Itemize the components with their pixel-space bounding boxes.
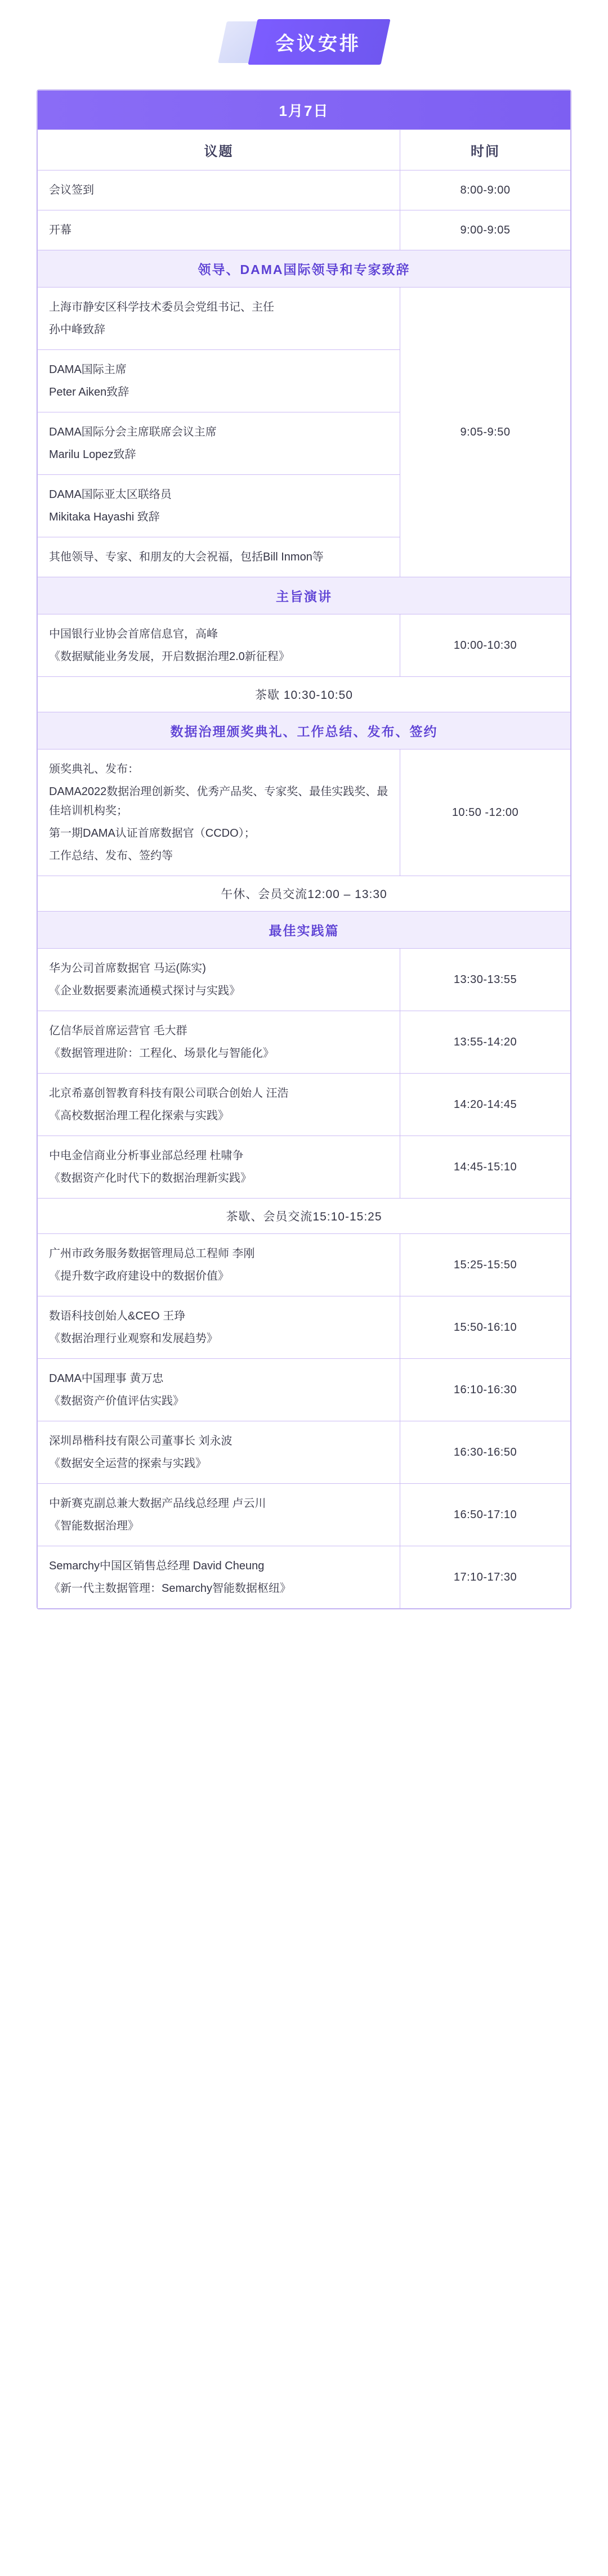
session-topic: [38, 614, 400, 677]
session-topic: [38, 475, 400, 537]
page-title-text: 会议安排: [275, 33, 361, 55]
session-topic: [38, 1136, 400, 1199]
session-topic-line: Mikitaka Hayashi 致辞: [49, 511, 160, 523]
table-row: [38, 1136, 571, 1199]
session-topic-line: 华为公司首席数据官 马运(陈实): [49, 962, 206, 975]
table-row: [38, 1074, 571, 1136]
session-topic-line: 《企业数据要素流通模式探讨与实践》: [49, 985, 240, 997]
section-header-row: [38, 712, 571, 750]
table-row: [38, 288, 571, 350]
table-row: [38, 1296, 571, 1359]
session-topic: [38, 1546, 400, 1609]
session-time: 9:00-9:05: [400, 210, 570, 250]
banner: [222, 19, 386, 65]
session-topic: [38, 949, 400, 1011]
table-row: [38, 1484, 571, 1546]
session-topic: [38, 1011, 400, 1074]
break-label: 午休、会员交流12:00 – 13:30: [38, 876, 571, 912]
session-topic-line: 开幕: [49, 224, 71, 236]
section-header-row: [38, 912, 571, 949]
session-topic-line: 《新一代主数据管理：Semarchy智能数据枢纽》: [49, 1582, 292, 1595]
table-row: [38, 1546, 571, 1609]
column-header-topic: 议题: [38, 130, 400, 170]
session-topic-line: DAMA国际分会主席联席会议主席: [49, 426, 217, 438]
page-header: [0, 0, 608, 89]
session-topic-line: 中国银行业协会首席信息官，高峰: [49, 628, 218, 640]
session-topic-line: 数语科技创始人&CEO 王琤: [49, 1310, 186, 1322]
session-topic-line: 《数据治理行业观察和发展趋势》: [49, 1332, 218, 1345]
session-topic-line: 广州市政务服务数据管理局总工程师 李刚: [49, 1247, 255, 1260]
section-label: 主旨演讲: [38, 577, 571, 614]
section-header-row: [38, 577, 571, 614]
session-topic-line: 颁奖典礼、发布：: [49, 763, 139, 775]
agenda-table: [37, 90, 571, 1609]
break-row: [38, 876, 571, 912]
session-topic-line: 工作总结、发布、签约等: [49, 850, 173, 862]
session-topic-line: 《数据资产化时代下的数据治理新实践》: [49, 1172, 252, 1184]
session-topic-line: Semarchy中国区销售总经理 David Cheung: [49, 1560, 265, 1572]
table-header-row: [38, 130, 571, 170]
session-topic-line: DAMA国际亚太区联络员: [49, 488, 172, 501]
session-topic-line: 会议签到: [49, 184, 94, 196]
section-label: 数据治理颁奖典礼、工作总结、发布、签约: [38, 712, 571, 750]
break-row: [38, 677, 571, 712]
session-topic: [38, 412, 400, 475]
session-time: 10:50 -12:00: [400, 750, 570, 876]
session-topic-line: 《数据赋能业务发展，开启数据治理2.0新征程》: [49, 650, 290, 663]
section-header-row: [38, 250, 571, 288]
session-topic-line: 《高校数据治理工程化探索与实践》: [49, 1110, 229, 1122]
session-topic-line: Peter Aiken致辞: [49, 386, 129, 398]
session-topic-line: 中电金信商业分析事业部总经理 杜啸争: [49, 1150, 244, 1162]
session-time: 17:10-17:30: [400, 1546, 570, 1609]
session-topic-line: 《数据安全运营的探索与实践》: [49, 1457, 207, 1470]
table-row: [38, 1011, 571, 1074]
session-time: 15:25-15:50: [400, 1234, 570, 1296]
table-row: [38, 170, 571, 210]
session-topic-line: 《提升数字政府建设中的数据价值》: [49, 1270, 229, 1282]
session-topic-line: DAMA中国理事 黄万忠: [49, 1372, 164, 1385]
agenda-table-body: [38, 91, 571, 1609]
session-topic: [38, 1421, 400, 1484]
column-header-time: 时间: [400, 130, 570, 170]
break-label: 茶歇 10:30-10:50: [38, 677, 571, 712]
table-row: [38, 750, 571, 876]
session-topic: [38, 1234, 400, 1296]
session-time: 9:05-9:50: [400, 288, 570, 577]
session-time: 16:30-16:50: [400, 1421, 570, 1484]
session-topic-line: 上海市静安区科学技术委员会党组书记、主任: [49, 301, 274, 313]
session-topic: [38, 750, 400, 876]
session-topic-line: 第一期DAMA认证首席数据官（CCDO）；: [49, 827, 256, 840]
session-topic: [38, 1074, 400, 1136]
session-topic: [38, 350, 400, 412]
table-row: [38, 1421, 571, 1484]
session-time: 14:45-15:10: [400, 1136, 570, 1199]
table-row: [38, 1359, 571, 1421]
table-row: [38, 949, 571, 1011]
session-topic: [38, 1359, 400, 1421]
session-topic-line: 中新赛克副总兼大数据产品线总经理 卢云川: [49, 1497, 266, 1510]
section-label: 领导、DAMA国际领导和专家致辞: [38, 250, 571, 288]
session-topic: [38, 1484, 400, 1546]
session-topic-line: 其他领导、专家、和朋友的大会祝福，包括Bill Inmon等: [49, 551, 324, 563]
session-time: 8:00-9:00: [400, 170, 570, 210]
session-topic-line: 《智能数据治理》: [49, 1520, 139, 1532]
session-time: 13:55-14:20: [400, 1011, 570, 1074]
session-time: 14:20-14:45: [400, 1074, 570, 1136]
table-row: [38, 210, 571, 250]
session-topic-line: 深圳昂楷科技有限公司董事长 刘永波: [49, 1435, 233, 1447]
session-topic-line: 亿信华辰首席运营官 毛大群: [49, 1025, 187, 1037]
break-label: 茶歇、会员交流15:10-15:25: [38, 1199, 571, 1234]
session-topic: [38, 288, 400, 350]
session-topic-line: 《数据管理进阶：工程化、场景化与智能化》: [49, 1047, 274, 1060]
session-time: 13:30-13:55: [400, 949, 570, 1011]
section-label: 最佳实践篇: [38, 912, 571, 949]
session-topic-line: Marilu Lopez致辞: [49, 448, 136, 461]
table-row: [38, 1234, 571, 1296]
session-time: 10:00-10:30: [400, 614, 570, 677]
date-label: 1月7日: [38, 91, 571, 130]
agenda-table-container: [37, 89, 571, 1609]
session-topic: [38, 170, 400, 210]
session-topic: [38, 210, 400, 250]
session-topic: [38, 1296, 400, 1359]
session-time: 16:10-16:30: [400, 1359, 570, 1421]
table-date-row: [38, 91, 571, 130]
session-topic-line: DAMA2022数据治理创新奖、优秀产品奖、专家奖、最佳实践奖、最佳培训机构奖；: [49, 786, 388, 817]
session-topic-line: DAMA国际主席: [49, 363, 127, 376]
session-time: 15:50-16:10: [400, 1296, 570, 1359]
session-topic-line: 《数据资产价值评估实践》: [49, 1395, 184, 1407]
session-time: 16:50-17:10: [400, 1484, 570, 1546]
session-topic-line: 孙中峰致辞: [49, 324, 105, 336]
break-row: [38, 1199, 571, 1234]
page-title: [248, 19, 390, 65]
table-row: [38, 614, 571, 677]
session-topic: [38, 537, 400, 577]
session-topic-line: 北京希嘉创智教育科技有限公司联合创始人 汪浩: [49, 1087, 289, 1099]
